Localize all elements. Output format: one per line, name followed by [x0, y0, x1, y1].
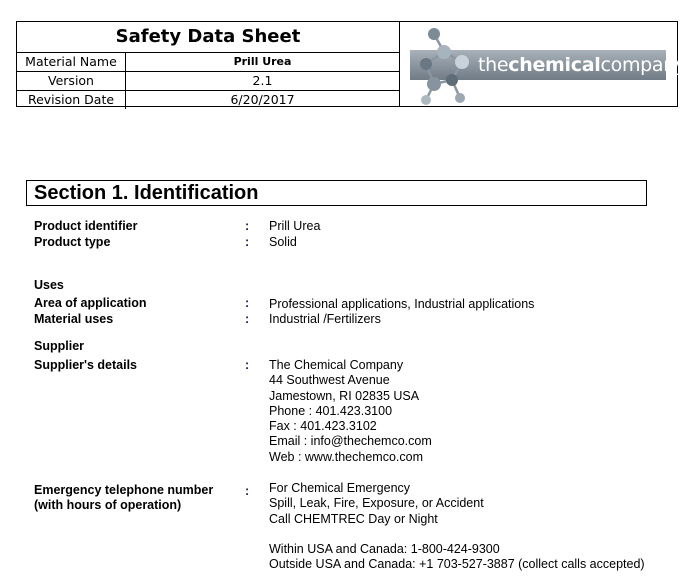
supplier-line: 44 Southwest Avenue: [269, 373, 390, 388]
emergency-label-line: (with hours of operation): [34, 498, 182, 512]
supplier-line: Web : www.thechemco.com: [269, 449, 423, 464]
header-row-version: [17, 72, 399, 91]
colon: :: [245, 312, 250, 326]
header-value: 2.1: [252, 73, 273, 88]
supplier-line: Phone : 401.423.3100: [269, 403, 393, 418]
emergency-value: [269, 481, 645, 573]
colon: :: [245, 235, 250, 249]
header-label: Revision Date: [17, 91, 126, 109]
colon: :: [245, 296, 250, 310]
supplier-line: The Chemical Company: [269, 358, 404, 372]
header-label: Material Name: [17, 53, 126, 71]
area-of-application-label: Area of application: [34, 296, 147, 310]
supplier-line: Email : info@thechemco.com: [269, 434, 432, 449]
product-identifier-value: Prill Urea: [269, 219, 321, 233]
emergency-line: For Chemical Emergency: [269, 481, 411, 495]
logo-part-company: company: [600, 54, 686, 76]
supplier-line: Fax : 401.423.3102: [269, 419, 377, 434]
header-row-revision-date: [17, 91, 399, 109]
header-label: Version: [17, 72, 126, 90]
emergency-label: [34, 483, 213, 513]
document-title: Safety Data Sheet: [17, 22, 399, 53]
logo-part-the: the: [478, 54, 509, 76]
colon: :: [245, 358, 250, 372]
emergency-line: [269, 527, 645, 542]
uses-heading: Uses: [34, 278, 64, 292]
emergency-line: Call CHEMTREC Day or Night: [269, 511, 438, 526]
material-uses-value: Industrial /Fertilizers: [269, 312, 381, 326]
emergency-line: Outside USA and Canada: +1 703-527-3887 (collect calls accepted): [269, 557, 645, 572]
suppliers-details-label: Supplier's details: [34, 358, 138, 372]
emergency-line: Within USA and Canada: 1-800-424-9300: [269, 542, 500, 557]
colon: :: [245, 484, 250, 498]
section-title: Section 1. Identification: [34, 182, 259, 204]
product-identifier-label: Product identifier: [34, 219, 138, 233]
logo-part-chemical: chemical: [508, 54, 601, 76]
header-value: 6/20/2017: [230, 92, 295, 107]
molecule-icon: [404, 22, 484, 108]
colon: :: [245, 219, 250, 233]
supplier-heading: Supplier: [34, 339, 85, 353]
company-logo-text: [478, 54, 686, 76]
product-type-value: Solid: [269, 235, 297, 249]
emergency-label-line: Emergency telephone number: [34, 483, 214, 497]
emergency-line: Spill, Leak, Fire, Exposure, or Accident: [269, 496, 484, 511]
area-of-application-value: Professional applications, Industrial applications: [269, 297, 535, 311]
document-header-table: [16, 21, 400, 107]
suppliers-details-value: [269, 358, 432, 465]
supplier-line: Jamestown, RI 02835 USA: [269, 388, 420, 403]
header-value: Prill Urea: [233, 55, 292, 68]
product-type-label: Product type: [34, 235, 111, 249]
header-row-material-name: [17, 53, 399, 72]
material-uses-label: Material uses: [34, 312, 114, 326]
